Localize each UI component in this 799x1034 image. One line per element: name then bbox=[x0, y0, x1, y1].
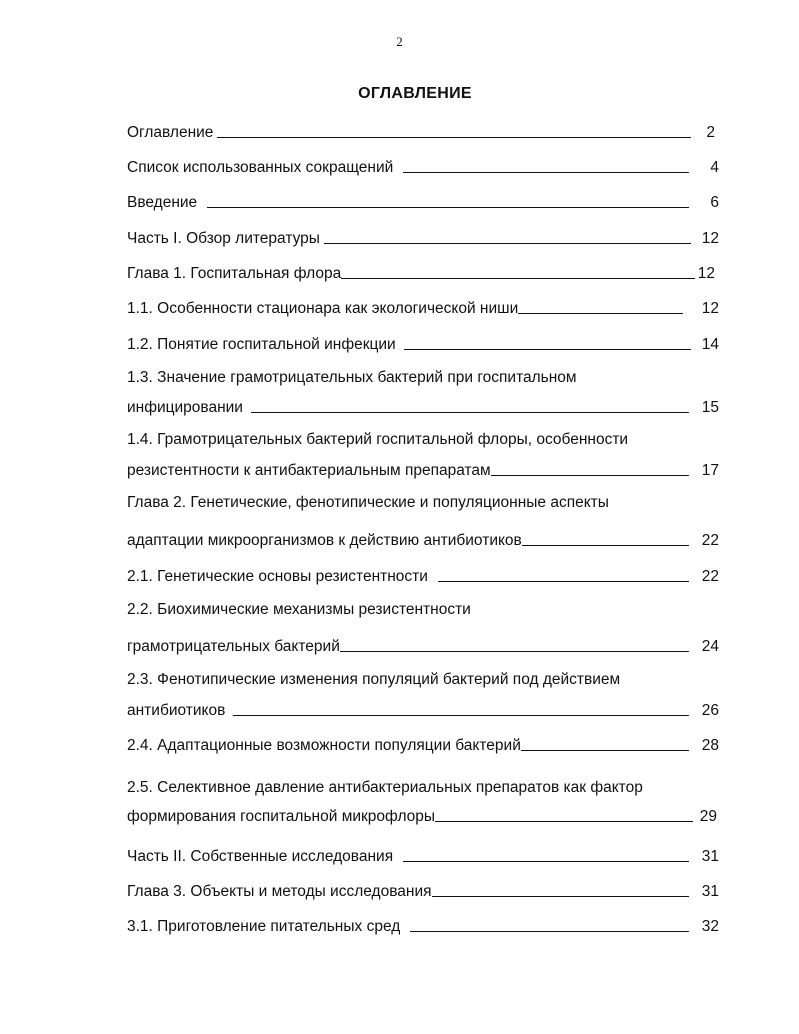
leader-line bbox=[404, 349, 691, 350]
leader-line bbox=[217, 137, 691, 138]
leader-line bbox=[403, 172, 689, 173]
leader-line bbox=[438, 581, 689, 582]
toc-entry bbox=[127, 842, 719, 864]
leader-line bbox=[341, 278, 695, 279]
toc-entry-page: 29 bbox=[699, 807, 717, 825]
toc-entry-first-line: 2.2. Биохимические механизмы резистентности bbox=[127, 601, 471, 618]
toc-entry bbox=[127, 731, 719, 753]
toc-entry bbox=[127, 330, 719, 352]
toc-entry-text: адаптации микроорганизмов к действию антибиотиков bbox=[127, 531, 522, 549]
toc-entry bbox=[127, 877, 719, 899]
toc-entry-text: Список использованных сокращений bbox=[127, 158, 394, 176]
leader-line bbox=[522, 545, 689, 546]
leader-line bbox=[491, 475, 689, 476]
toc-entry bbox=[127, 188, 719, 210]
toc-title: ОГЛАВЛЕНИЕ bbox=[358, 85, 472, 102]
toc-entry-page: 22 bbox=[701, 567, 719, 585]
leader-line bbox=[251, 412, 689, 413]
leader-line bbox=[207, 207, 689, 208]
toc-entry bbox=[127, 294, 719, 316]
toc-entry-page: 4 bbox=[710, 158, 719, 176]
toc-entry bbox=[127, 912, 719, 934]
toc-entry-text: инфицировании bbox=[127, 398, 243, 416]
toc-entry-page: 12 bbox=[701, 229, 719, 247]
toc-entry bbox=[127, 562, 719, 584]
toc-entry-page: 6 bbox=[710, 193, 719, 211]
leader-line bbox=[233, 715, 689, 716]
toc-entry-text: антибиотиков bbox=[127, 701, 226, 719]
toc-entry-page: 17 bbox=[701, 461, 719, 479]
toc-entry-page: 12 bbox=[697, 264, 715, 282]
leader-line bbox=[403, 861, 689, 862]
toc-entry-text: Часть I. Обзор литературы bbox=[127, 229, 320, 247]
toc-entry bbox=[127, 224, 719, 246]
toc-entry bbox=[127, 526, 719, 548]
toc-entry-page: 26 bbox=[701, 701, 719, 719]
toc-entry-first-line: 1.3. Значение грамотрицательных бактерий при госпитальном bbox=[127, 369, 577, 386]
toc-entry-text: 3.1. Приготовление питательных сред bbox=[127, 917, 401, 935]
toc-entry bbox=[127, 153, 719, 175]
toc-entry-page: 31 bbox=[701, 847, 719, 865]
leader-line bbox=[324, 243, 691, 244]
toc-entry-page: 2 bbox=[706, 123, 715, 141]
toc-entry bbox=[127, 802, 717, 824]
toc-entry-text: резистентности к антибактериальным препаратам bbox=[127, 461, 491, 479]
toc-entry-text: формирования госпитальной микрофлоры bbox=[127, 807, 436, 825]
toc-entry-text: 2.1. Генетические основы резистентности bbox=[127, 567, 428, 585]
toc-entry bbox=[127, 259, 715, 281]
toc-entry-page: 14 bbox=[701, 335, 719, 353]
toc-entry-page: 15 bbox=[701, 398, 719, 416]
toc-entry-page: 22 bbox=[701, 531, 719, 549]
toc-entry-text: Введение bbox=[127, 193, 198, 211]
toc-entry bbox=[127, 118, 715, 140]
leader-line bbox=[435, 821, 693, 822]
toc-entry-text: Оглавление bbox=[127, 123, 214, 141]
toc-entry-page: 32 bbox=[701, 917, 719, 935]
leader-line bbox=[518, 313, 683, 314]
toc-entry-page: 31 bbox=[701, 882, 719, 900]
toc-entry-page: 28 bbox=[701, 736, 719, 754]
toc-entry-page: 12 bbox=[701, 299, 719, 317]
toc-entry bbox=[127, 632, 719, 654]
leader-line bbox=[432, 896, 690, 897]
leader-line bbox=[340, 651, 689, 652]
toc-entry-text: 1.1. Особенности стационара как экологической ниши bbox=[127, 299, 519, 317]
toc-entry-text: Часть II. Собственные исследования bbox=[127, 847, 394, 865]
toc-entry-text: грамотрицательных бактерий bbox=[127, 637, 340, 655]
leader-line bbox=[410, 931, 689, 932]
toc-entry-text: Глава 1. Госпитальная флора bbox=[127, 264, 342, 282]
toc-entry-first-line: 1.4. Грамотрицательных бактерий госпитальной флоры, особенности bbox=[127, 431, 629, 448]
toc-entry bbox=[127, 696, 719, 718]
toc-entry bbox=[127, 393, 719, 415]
toc-entry-text: 2.4. Адаптационные возможности популяции бактерий bbox=[127, 736, 521, 754]
toc-entry-text: Глава 3. Объекты и методы исследования bbox=[127, 882, 432, 900]
toc-entry-first-line: 2.5. Селективное давление антибактериальных препаратов как фактор bbox=[127, 779, 643, 796]
toc-entry-text: 1.2. Понятие госпитальной инфекции bbox=[127, 335, 396, 353]
toc-entry bbox=[127, 456, 719, 478]
page-number: 2 bbox=[396, 34, 403, 49]
toc-entry-first-line: 2.3. Фенотипические изменения популяций бактерий под действием bbox=[127, 671, 621, 688]
toc-entry-page: 24 bbox=[701, 637, 719, 655]
toc-entry-first-line: Глава 2. Генетические, фенотипические и популяционные аспекты bbox=[127, 494, 609, 511]
leader-line bbox=[521, 750, 689, 751]
